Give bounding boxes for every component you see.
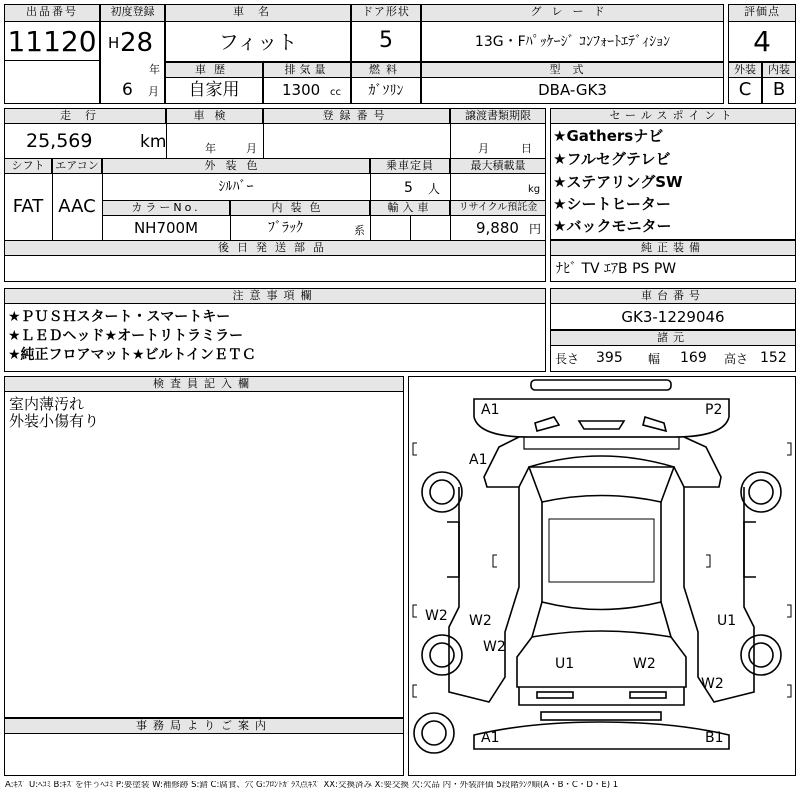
width-value: 169 <box>680 350 707 366</box>
sales-point-item: ★シートヒーター <box>553 195 671 213</box>
inspection-year-unit: 年 <box>205 142 216 155</box>
sales-points-label: セールスポイント <box>550 108 796 124</box>
reg-month-unit: 月 <box>148 85 159 98</box>
inspection-label: 車検 <box>166 108 263 124</box>
sales-point-item: ★フルセグテレビ <box>553 150 671 168</box>
sales-point-item: ★バックモニター <box>553 217 672 235</box>
interior-color-unit: 系 <box>354 224 365 237</box>
notes-line: ★ＰＵＳＨスタート・スマートキー <box>8 309 231 325</box>
lot-number-value: 11120 <box>7 25 97 58</box>
sales-point-item: ★ステアリングSW <box>553 173 683 191</box>
reg-year-unit: 年 <box>149 63 160 76</box>
capacity-label: 乗車定員 <box>370 158 450 174</box>
notes-label: 注意事項欄 <box>4 288 546 304</box>
displacement-label: 排気量 <box>263 62 351 78</box>
history-value: 自家用 <box>188 80 240 100</box>
inspector-label: 検査員記入欄 <box>4 376 404 392</box>
fuel-value: ｶﾞｿﾘﾝ <box>368 83 404 99</box>
capacity-unit: 人 <box>428 182 441 196</box>
recycle-label: リサイクル預託金 <box>450 200 546 216</box>
door-label: ドア形状 <box>351 4 421 22</box>
damage-diagram <box>408 376 796 776</box>
notes-line: ★ＬＥＤヘッド★オートリトラミラー <box>8 328 244 344</box>
recycle-unit: 円 <box>529 222 542 236</box>
ac-label: エアコン <box>52 158 102 174</box>
capacity-value: 5 <box>404 180 413 196</box>
chassis-label: 車台番号 <box>550 288 796 304</box>
mileage-label: 走行 <box>4 108 166 124</box>
damage-mark: A1 <box>481 730 500 746</box>
transfer-day-unit: 日 <box>521 142 532 155</box>
displacement-value: 1300 <box>282 81 321 99</box>
shift-value: FAT <box>12 196 44 217</box>
door-value: 5 <box>379 28 393 53</box>
mileage-value: 25,569 <box>26 130 93 152</box>
damage-mark: A1 <box>481 402 500 418</box>
height-value: 152 <box>760 350 787 366</box>
inspector-line: 室内薄汚れ <box>9 395 85 413</box>
exterior-color-value: ｼﾙﾊﾞｰ <box>218 179 254 195</box>
damage-mark: W2 <box>483 639 506 655</box>
damage-mark: P2 <box>705 402 723 418</box>
first-registration-label: 初度登録 <box>100 4 165 22</box>
damage-mark: U1 <box>717 613 737 629</box>
notes-line: ★純正フロアマット★ビルトインＥＴＣ <box>8 347 256 363</box>
height-label: 高さ <box>724 352 749 366</box>
grade-value: 13G・Fﾊﾟｯｹｰｼﾞ ｺﾝﾌｫｰﾄｴﾃﾞｨｼｮﾝ <box>474 34 671 50</box>
damage-mark: U1 <box>555 656 575 672</box>
damage-mark: W2 <box>633 656 656 672</box>
chassis-value: GK3-1229046 <box>621 308 725 326</box>
import-label: 輸入車 <box>370 200 450 216</box>
office-label: 事務局よりご案内 <box>4 718 404 734</box>
legend-text: A:ｷｽﾞ U:ﾍｺﾐ B:ｷｽﾞを伴うﾍｺﾐ P:要塗装 W:補修跡 S:錆 C:腐食、穴 G:ﾌﾛﾝﾄｶﾞﾗｽ点ｷｽﾞ XX:交換済み X:要交換 欠:欠品 内・外装評価 5段階ﾗﾝｸ順(A・B・C・D・E) 1 <box>5 781 619 790</box>
history-label: 車歴 <box>165 62 263 78</box>
damage-mark: A1 <box>469 452 488 468</box>
damage-mark: W2 <box>425 608 448 624</box>
era: H <box>108 34 120 52</box>
color-number-label: カラーNo. <box>102 200 230 216</box>
reg-month: 6 <box>122 80 133 100</box>
lot-number-label: 出品番号 <box>4 4 100 22</box>
score-label: 評価点 <box>728 4 796 22</box>
inspection-month-unit: 月 <box>246 142 257 155</box>
length-label: 長さ <box>555 352 580 366</box>
max-load-unit: kg <box>528 184 541 195</box>
sales-point-item: ★Gathersナビ <box>553 127 664 145</box>
model-label: 型式 <box>421 62 724 78</box>
reg-year: 28 <box>120 28 154 58</box>
damage-mark: B1 <box>705 730 724 746</box>
recycle-value: 9,880 <box>476 219 519 237</box>
interior-color-label: 内装色 <box>230 200 370 216</box>
grade-label: グレード <box>421 4 724 22</box>
interior-grade-label: 内装 <box>762 62 796 78</box>
mileage-unit: km <box>140 132 167 152</box>
model-value: DBA-GK3 <box>538 81 607 99</box>
transfer-docs-label: 譲渡書類期限 <box>450 108 546 124</box>
inspector-line: 外装小傷有り <box>9 412 100 430</box>
width-label: 幅 <box>648 352 661 366</box>
fuel-label: 燃料 <box>351 62 421 78</box>
exterior-color-label: 外装色 <box>102 158 370 174</box>
interior-color-value: ﾌﾞﾗｯｸ <box>268 220 303 236</box>
registration-number-label: 登録番号 <box>263 108 450 124</box>
car-name-label: 車名 <box>165 4 351 22</box>
ac-value: AAC <box>58 196 96 217</box>
max-load-label: 最大積載量 <box>450 158 546 174</box>
exterior-grade-value: C <box>738 79 752 100</box>
exterior-grade-label: 外装 <box>728 62 762 78</box>
dimensions-label: 諸元 <box>550 330 796 346</box>
transfer-month-unit: 月 <box>478 142 489 155</box>
score-value: 4 <box>753 25 771 58</box>
displacement-unit: cc <box>330 87 341 98</box>
damage-mark: W2 <box>701 676 724 692</box>
car-diagram <box>409 377 795 775</box>
interior-grade-value: B <box>772 79 786 100</box>
damage-mark: W2 <box>469 613 492 629</box>
equipment-value: ﾅﾋﾞ TV ｴｱB PS PW <box>556 261 677 277</box>
shift-label: シフト <box>4 158 52 174</box>
car-name-value: フィット <box>218 30 298 54</box>
later-parts-label: 後日発送部品 <box>4 240 546 256</box>
length-value: 395 <box>596 350 623 366</box>
color-number-value: NH700M <box>133 219 199 237</box>
equipment-label: 純正装備 <box>550 240 796 256</box>
